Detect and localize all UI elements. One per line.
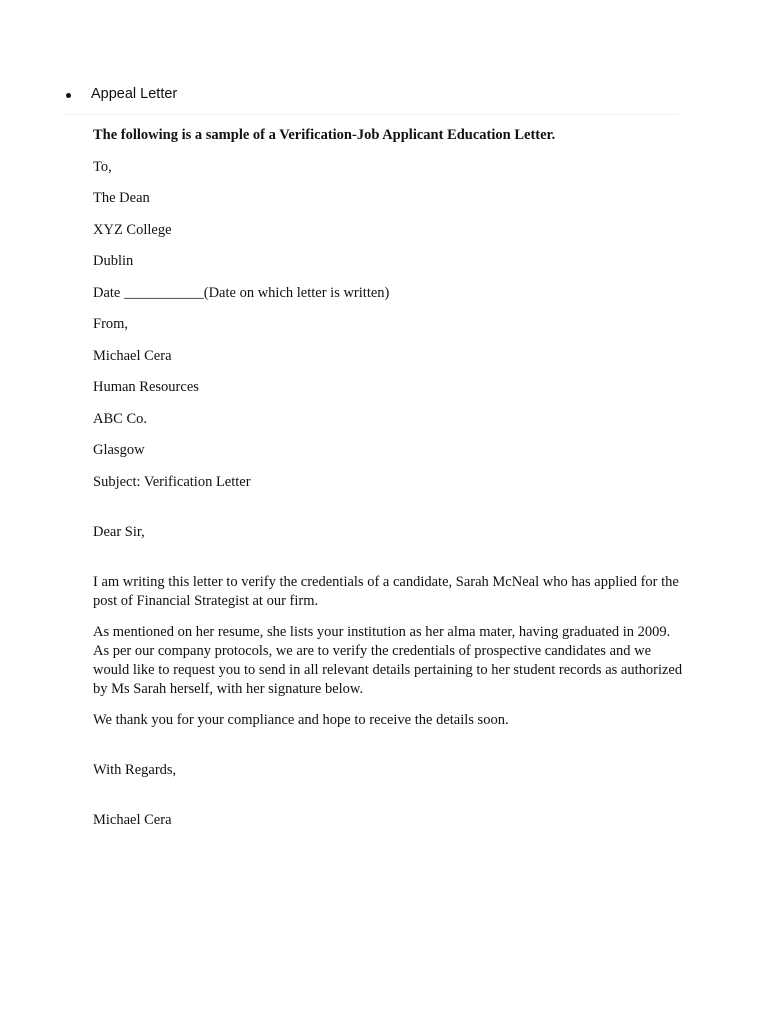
letter-body xyxy=(93,126,683,842)
recipient-college: XYZ College xyxy=(93,221,172,238)
sender-company: ABC Co. xyxy=(93,410,147,427)
sender-department: Human Resources xyxy=(93,379,199,395)
bullet-heading xyxy=(66,86,177,102)
from-label: From, xyxy=(93,316,129,332)
recipient-city: Dublin xyxy=(93,253,134,269)
dotted-divider xyxy=(66,114,678,115)
body-paragraph: As mentioned on her resume, she lists your institution as her alma mater, having graduated in 2009. As per our company protocols, we are to verify the credentials of prospective candidates and we would like to request you to send in all relevant details pertaining to her student records as authorized by Ms Sarah herself, with her signature below. xyxy=(93,623,683,697)
closing: With Regards, xyxy=(93,761,177,778)
bullet-dot-icon xyxy=(66,93,71,98)
letter-intro: The following is a sample of a Verification-Job Applicant Education Letter. xyxy=(93,127,556,143)
bullet-heading-text: Appeal Letter xyxy=(91,86,178,102)
date-line: Date ___________(Date on which letter is written) xyxy=(93,284,390,301)
sender-city: Glasgow xyxy=(93,442,145,458)
recipient-title: The Dean xyxy=(93,190,150,206)
signature-name: Michael Cera xyxy=(93,811,172,828)
to-label: To, xyxy=(93,158,112,175)
body-paragraph: I am writing this letter to verify the credentials of a candidate, Sarah McNeal who has applied for the post of Financial Strategist at our firm. xyxy=(93,573,679,609)
subject-line: Subject: Verification Letter xyxy=(93,473,251,490)
body-paragraph: We thank you for your compliance and hope to receive the details soon. xyxy=(93,711,509,728)
salutation: Dear Sir, xyxy=(93,523,145,540)
sender-name: Michael Cera xyxy=(93,347,172,364)
